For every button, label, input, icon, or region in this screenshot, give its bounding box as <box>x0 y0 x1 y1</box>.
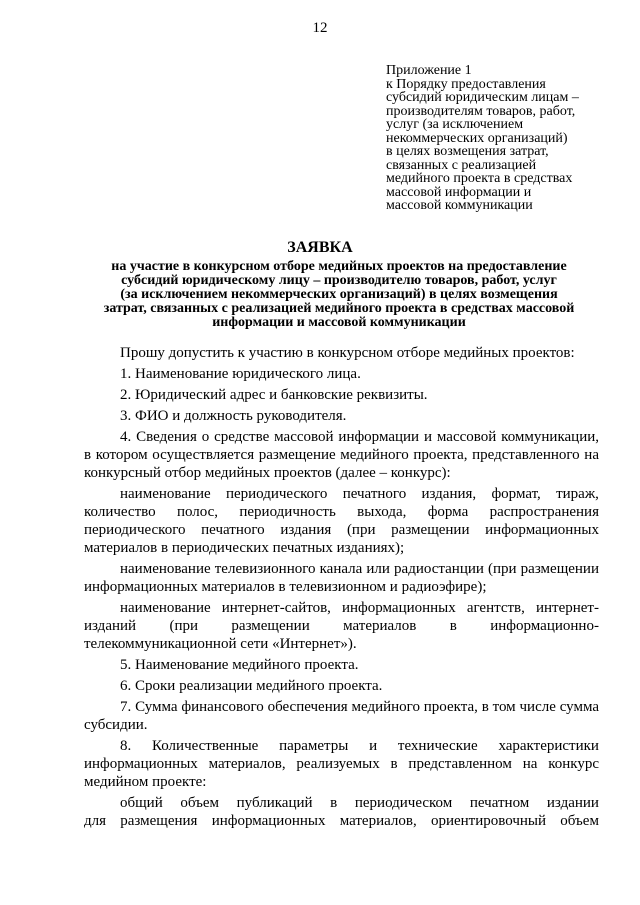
word: в <box>449 618 457 634</box>
appendix-line: массовой информации и <box>386 184 532 200</box>
appendix-line: к Порядку предоставления <box>386 76 546 92</box>
paragraph-last-line: материалов в периодических печатных изданиях); <box>84 540 405 556</box>
word: технические <box>397 738 478 754</box>
appendix-line: услуг (за исключением <box>386 117 524 132</box>
item-8-total-volume <box>84 794 599 830</box>
appendix-line: связанных с реализацией <box>386 157 537 173</box>
word: характеристики <box>498 738 599 754</box>
item-8 <box>84 737 599 791</box>
word: издания <box>280 522 332 538</box>
word: объем <box>560 813 599 829</box>
word: периодичность <box>239 504 336 520</box>
word: форма <box>427 504 469 520</box>
word: выхода, <box>357 504 407 520</box>
word: размещения <box>120 813 198 829</box>
appendix-line: субсидий юридическим лицам – <box>386 90 579 105</box>
item-1: 1. Наименование юридического лица. <box>120 366 361 382</box>
word: тираж, <box>556 486 599 502</box>
page-number: 12 <box>312 20 328 36</box>
justified-line <box>84 599 599 617</box>
justified-line <box>84 617 599 635</box>
word: печатного <box>201 522 265 538</box>
word: издании <box>546 795 599 811</box>
justified-line <box>84 485 599 503</box>
word: интернет-сайтов, <box>221 600 331 616</box>
subtitle-line: затрат, связанных с реализацией медийного проекта в средствах массовой <box>103 301 575 316</box>
justified-line <box>84 503 599 521</box>
word: Количественные <box>152 738 259 754</box>
word: периодического <box>84 522 186 538</box>
word: размещении <box>391 522 470 538</box>
appendix-line: массовой коммуникации <box>386 198 533 213</box>
justified-line <box>84 521 599 539</box>
word: интернет- <box>535 600 599 616</box>
word: (при <box>346 522 376 538</box>
word: периодическом <box>354 795 453 811</box>
paragraph-last-line: телекоммуникационной сети «Интернет»). <box>84 636 357 652</box>
word: печатного <box>342 486 407 502</box>
item-6: 6. Сроки реализации медийного проекта. <box>120 678 383 694</box>
word: наименование <box>120 600 211 616</box>
word: количество <box>84 504 156 520</box>
item-8-continuation: информационных материалов, реализуемых в представленном на конкурс медийном проекте: <box>84 756 599 790</box>
subtitle-line: субсидий юридическому лицу – производителю товаров, работ, услуг <box>121 273 557 288</box>
appendix-line: производителям товаров, работ, <box>386 103 576 119</box>
word: формат, <box>491 486 541 502</box>
item-4-print-media <box>84 485 599 557</box>
appendix-header <box>386 64 621 213</box>
subtitle-line: (за исключением некоммерческих организаций) в целях возмещения <box>120 287 558 302</box>
word: наименование <box>120 486 211 502</box>
document-title: ЗАЯВКА <box>287 239 353 256</box>
item-3: 3. ФИО и должность руководителя. <box>120 408 347 424</box>
word: полос, <box>176 504 219 520</box>
word: размещении <box>231 618 310 634</box>
word: агентств, <box>466 600 525 616</box>
word: (при <box>169 618 199 634</box>
word: и <box>369 738 378 754</box>
word: в <box>330 795 338 811</box>
word: информационных <box>211 813 326 829</box>
item-2: 2. Юридический адрес и банковские реквизиты. <box>120 387 428 403</box>
word: ориентировочный <box>430 813 547 829</box>
word: печатном <box>469 795 530 811</box>
appendix-line: медийного проекта в средствах <box>386 171 573 186</box>
item-4-tv-radio: наименование телевизионного канала или радиостанции (при размещении информационных материалов в телевизионном и радиоэфире); <box>84 561 599 595</box>
item-4: 4. Сведения о средстве массовой информации и массовой коммуникации, в котором осуществляется размещение медийного проекта, представленного на конкурсный отбор медийных проектов (далее – конкурс): <box>84 429 599 481</box>
word: информационных <box>485 522 599 538</box>
justified-line <box>84 812 599 830</box>
word: общий <box>120 795 163 811</box>
word: издания, <box>421 486 477 502</box>
subtitle-line: на участие в конкурсном отборе медийных проектов на предоставление <box>111 259 567 274</box>
appendix-line: в целях возмещения затрат, <box>386 144 549 159</box>
intro-paragraph: Прошу допустить к участию в конкурсном отборе медийных проектов: <box>120 345 575 361</box>
word: информационных <box>341 600 456 616</box>
word: материалов <box>343 618 417 634</box>
word: для <box>84 813 107 829</box>
document-subtitle <box>82 260 596 330</box>
word: объем <box>180 795 220 811</box>
justified-line <box>84 794 599 812</box>
word: изданий <box>84 618 137 634</box>
word: публикаций <box>236 795 313 811</box>
subtitle-line: информации и массовой коммуникации <box>212 315 466 330</box>
appendix-line: Приложение 1 <box>386 63 472 78</box>
item-4-internet <box>84 599 599 653</box>
word: информационно- <box>490 618 599 634</box>
word: 8. <box>120 738 132 754</box>
word: материалов, <box>339 813 417 829</box>
document-body <box>84 344 599 833</box>
word: распространения <box>489 504 599 520</box>
word: параметры <box>279 738 349 754</box>
appendix-line: некоммерческих организаций) <box>386 130 568 146</box>
justified-line <box>84 737 599 755</box>
word: периодического <box>225 486 328 502</box>
item-7: 7. Сумма финансового обеспечения медийного проекта, в том числе сумма субсидии. <box>84 699 599 733</box>
item-5: 5. Наименование медийного проекта. <box>120 657 359 673</box>
